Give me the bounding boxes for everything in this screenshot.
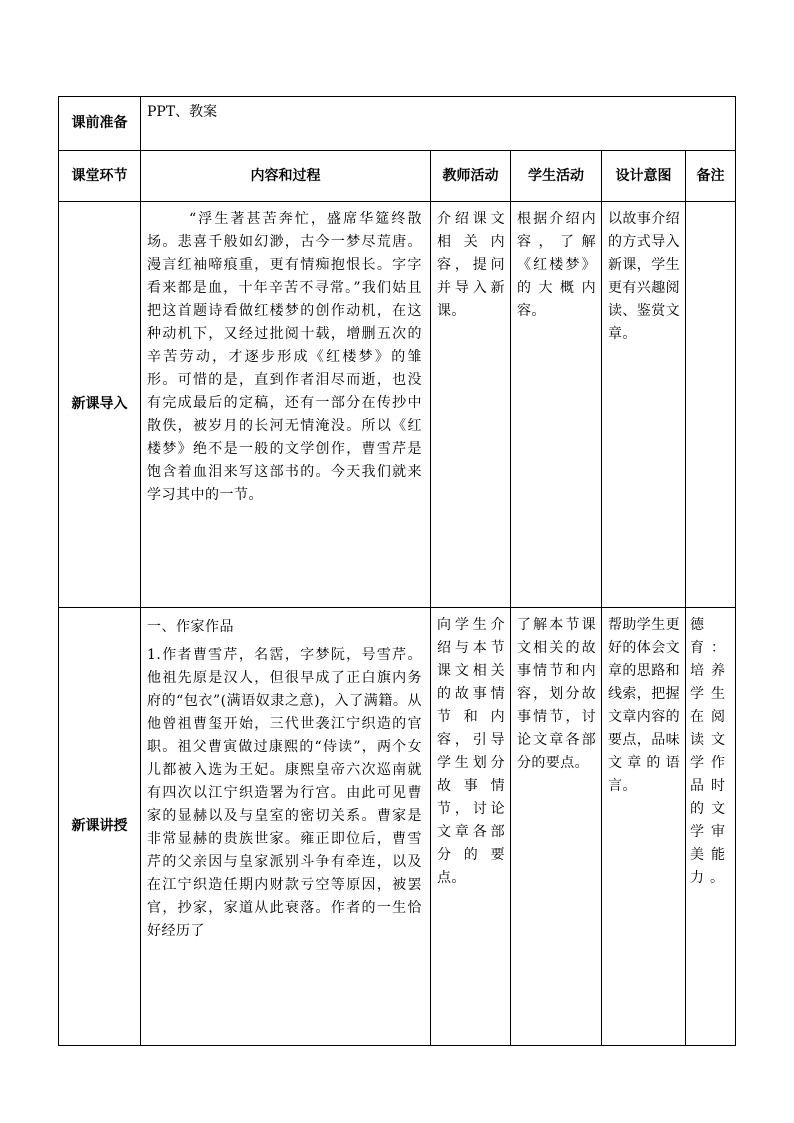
teach-note: 德育：培养学生在阅读文学作品时的文学审美能力。 (686, 608, 736, 1046)
prep-label: 课前准备 (59, 97, 141, 151)
intro-student: 根据介绍内容，了解《红楼梦》的大概内容。 (511, 202, 602, 608)
intro-note (686, 202, 736, 608)
teach-row (59, 608, 736, 1046)
teach-content: 1.作者曹雪芹，名霑，字梦阮，号雪芹。他祖先原是汉人，但很早成了正白旗内务府的“包衣”(满语奴隶之意)，入了满籍。从他曾祖曹玺开始，三代世袭江宁织造的官职。祖父曹寅做过康熙的“侍读”，两个女儿都被入选为王妃。康熙皇帝六次巡南就有四次以江宁织造署为行宫。由此可见曹家的显赫以及与皇室的密切关系。曹家是非常显赫的贵族世家。雍正即位后，曹雪芹的父亲因与皇家派别斗争有牵连，以及在江宁织造任期内财款亏空等原因，被罢官，抄家，家道从此衰落。作者的一生恰好经历了 (147, 647, 422, 939)
intro-design: 以故事介绍的方式导入新课，学生更有兴趣阅读、鉴赏文章。 (602, 202, 686, 608)
teach-teacher: 向学生介绍与本节课文相关的故事情节和内容，引导学生划分故事情节，讨论文章各部分的要点。 (431, 608, 511, 1046)
teach-design: 帮助学生更好的体会文章的思路和线索，把握文章内容的要点，品味文章的语言。 (602, 608, 686, 1046)
prep-row (59, 97, 736, 151)
header-teacher: 教师活动 (431, 151, 511, 202)
header-row (59, 151, 736, 202)
intro-row (59, 202, 736, 608)
teach-heading: 一、作家作品 (147, 619, 234, 635)
teach-student: 了解本节课文相关的故事情节和内容，划分故事情节，讨论文章各部分的要点。 (511, 608, 602, 1046)
teach-stage: 新课讲授 (59, 608, 141, 1046)
prep-value: PPT、教案 (141, 97, 736, 151)
intro-teacher: 介绍课文相关内容，提问并导入新课。 (431, 202, 511, 608)
header-content: 内容和过程 (141, 151, 431, 202)
lesson-plan-table (58, 96, 736, 1046)
header-stage: 课堂环节 (59, 151, 141, 202)
header-note: 备注 (686, 151, 736, 202)
intro-stage: 新课导入 (59, 202, 141, 608)
intro-content: “浮生著甚苦奔忙，盛席华筵终散场。悲喜千般如幻渺，古今一梦尽荒唐。漫言红袖啼痕重，更有情痴抱恨长。字字看来都是血，十年辛苦不寻常。”我们姑且把这首题诗看做红楼梦的创作动机，在这种动机下，又经过批阅十载，增删五次的辛苦劳动，才逐步形成《红楼梦》的雏形。可惜的是，直到作者泪尽而逝，也没有完成最后的定稿，还有一部分在传抄中散佚，被岁月的长河无情淹没。所以《红楼梦》绝不是一般的文学创作，曹雪芹是饱含着血泪来写这部书的。今天我们就来学习其中的一节。 (141, 202, 431, 608)
header-design: 设计意图 (602, 151, 686, 202)
teach-content-cell (141, 608, 431, 1046)
header-student: 学生活动 (511, 151, 602, 202)
